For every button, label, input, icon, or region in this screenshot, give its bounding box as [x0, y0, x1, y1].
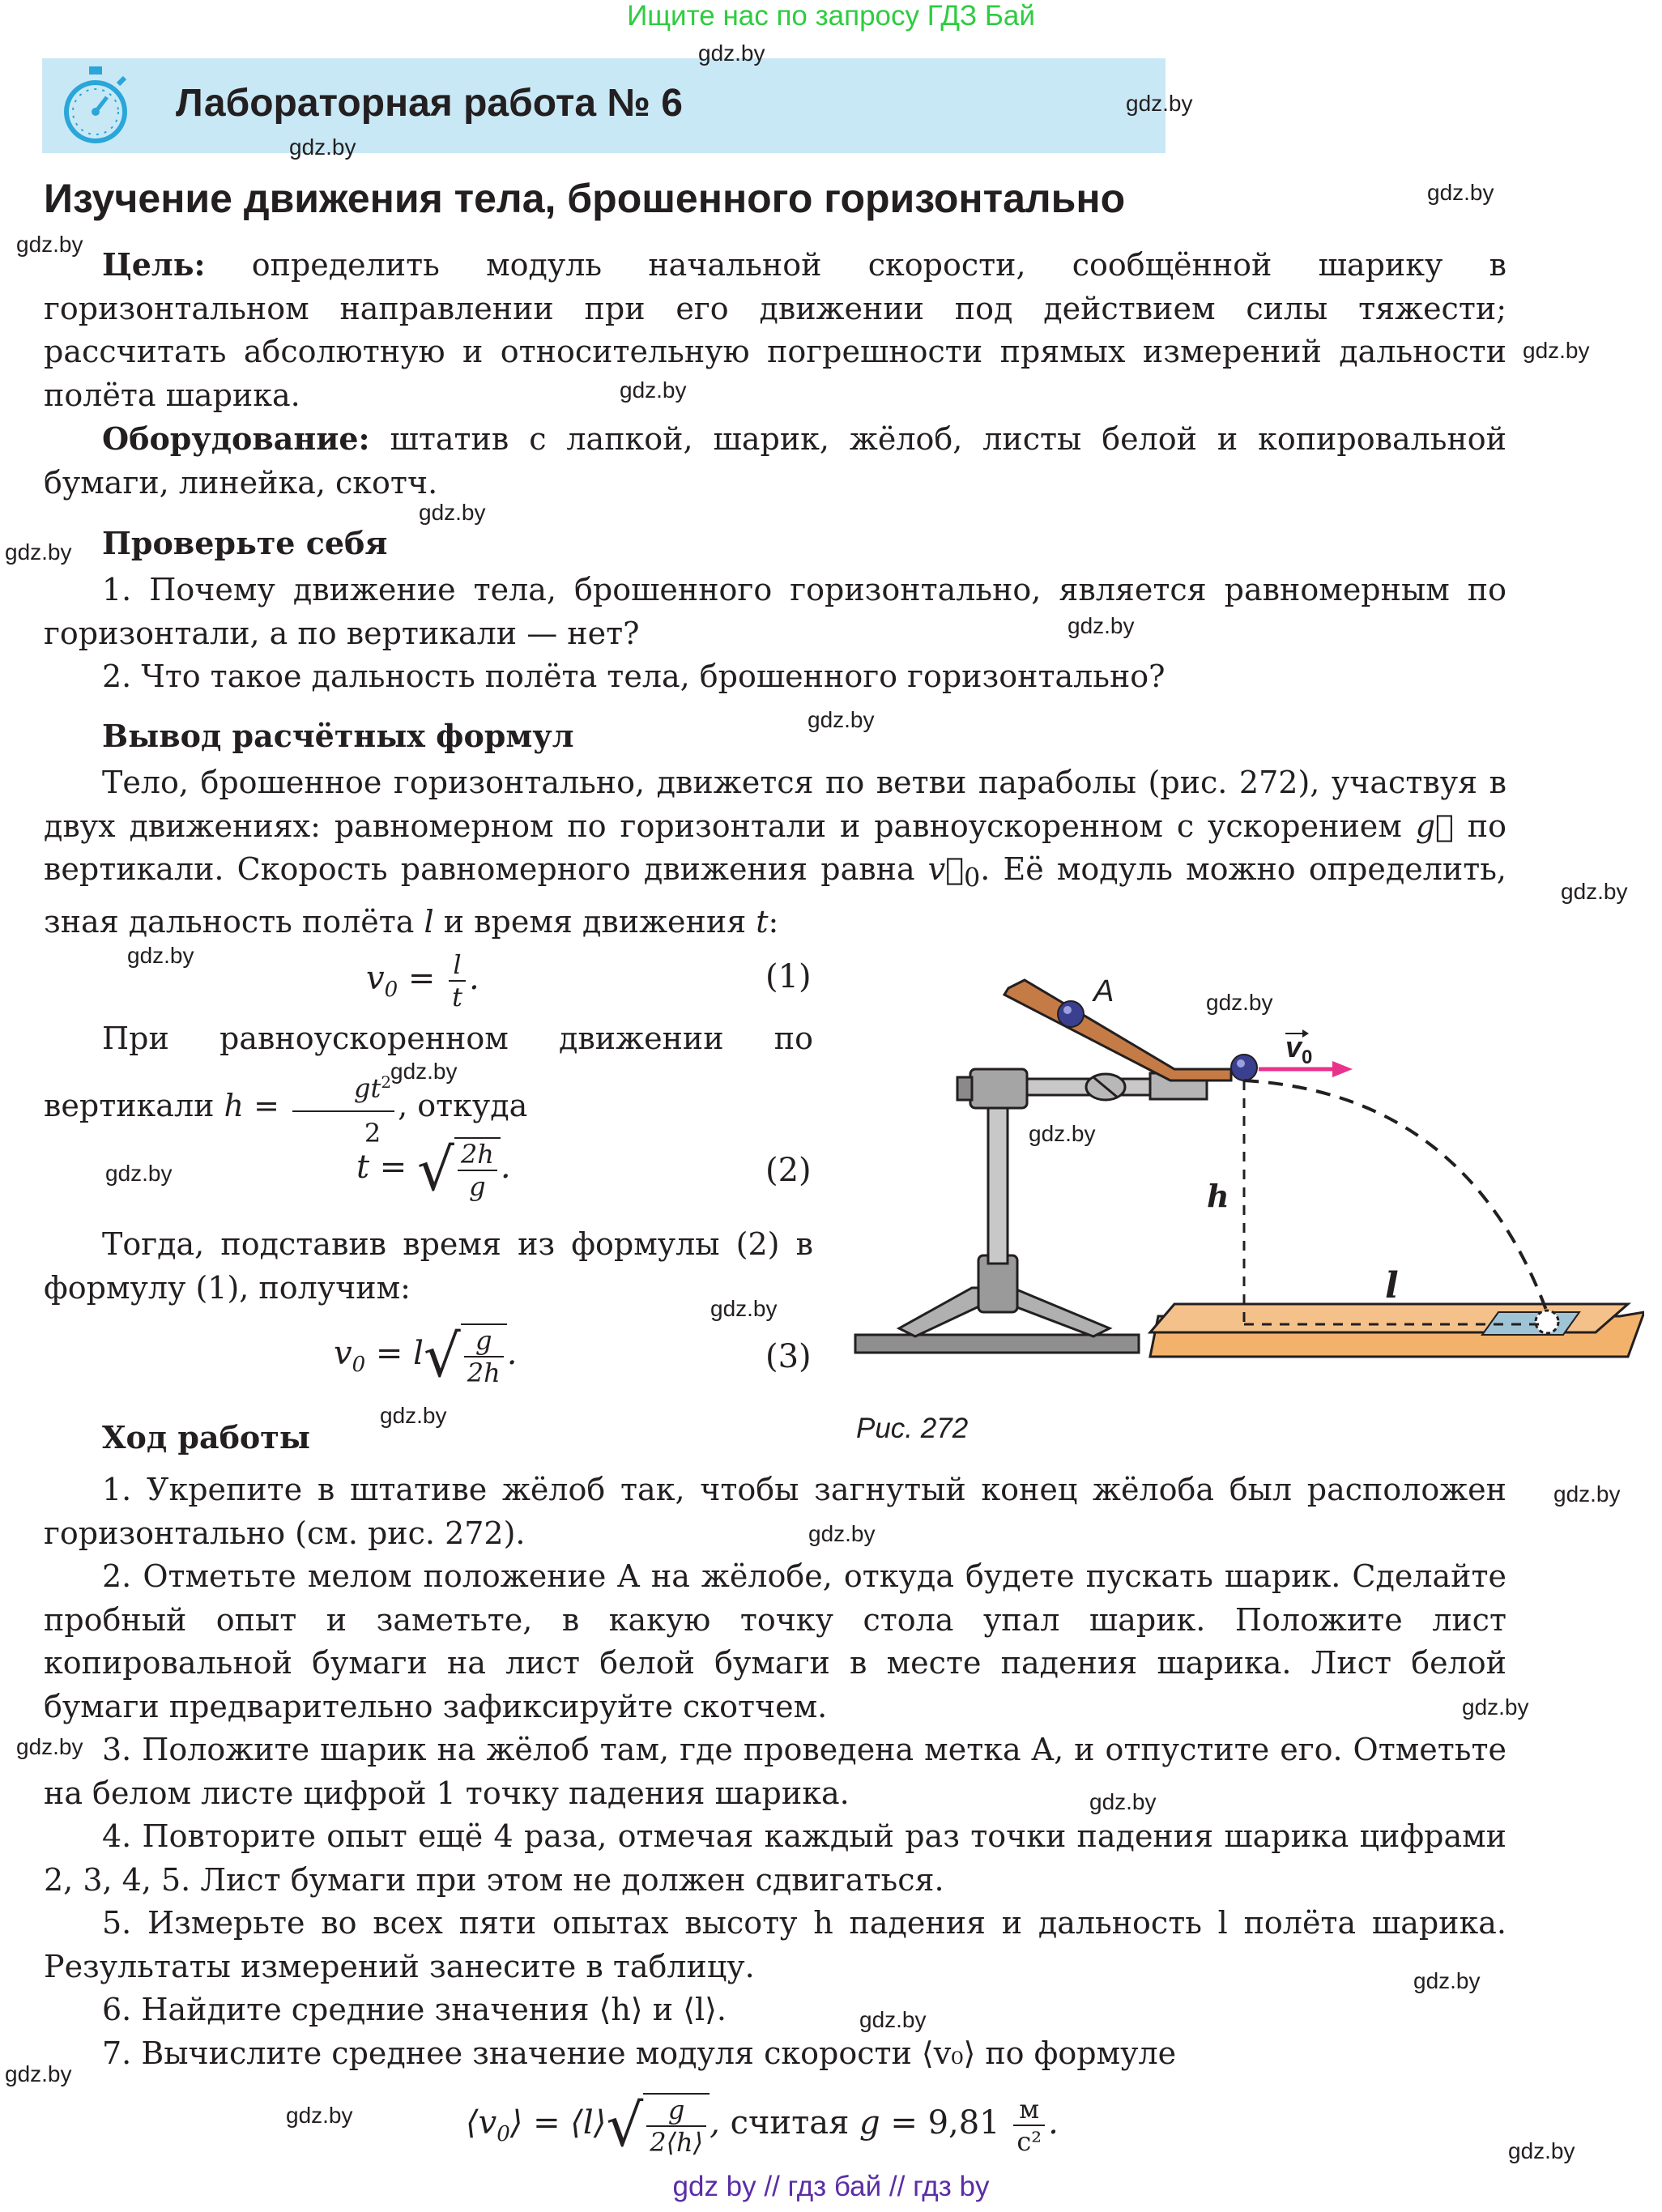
- procedure-step-4: 4. Повторите опыт ещё 4 раза, отмечая каждый раз точки падения шарика цифрами 2, 3, 4, 5. Лист бумаги при этом не должен сдвигаться.: [44, 1818, 1506, 1898]
- watermark: gdz.by: [1126, 91, 1193, 116]
- derivation-paragraph-2: При равноускоренном движении по вертикали h = $\frac{gt^2}{2}$ , откуда: [44, 1021, 813, 1149]
- equipment-label: Оборудование:: [102, 420, 370, 457]
- watermark: gdz.by: [5, 2061, 72, 2086]
- check-heading: Проверьте себя: [102, 525, 388, 561]
- equation-1: $v_0$ = $\frac{l}{t}$ .: [366, 949, 479, 1012]
- watermark: gdz.by: [859, 2007, 927, 2032]
- figure-label-l: l: [1385, 1265, 1399, 1306]
- watermark: gdz.by: [5, 539, 72, 565]
- goal-label: Цель:: [102, 246, 206, 283]
- procedure-steps: [44, 1468, 1506, 2075]
- watermark: gdz.by: [1508, 2138, 1575, 2163]
- figure-label-v0-sub: 0: [1302, 1046, 1313, 1068]
- watermark: gdz.by: [1553, 1481, 1621, 1507]
- watermark: gdz.by: [419, 500, 486, 525]
- stopwatch-icon: [60, 63, 131, 147]
- watermark: gdz.by: [16, 232, 83, 257]
- procedure-step-7: 7. Вычислите среднее значение модуля скорости ⟨v₀⟩ по формуле: [102, 2035, 1177, 2071]
- watermark: gdz.by: [1427, 180, 1494, 205]
- page-title: Изучение движения тела, брошенного горизонтально: [44, 176, 1126, 221]
- figure-caption: Рис. 272: [856, 1413, 969, 1444]
- procedure-step-1: 1. Укрепите в штативе жёлоб так, чтобы загнутый конец жёлоба был расположен горизонтально (см. рис. 272).: [44, 1472, 1506, 1551]
- equation-1-number: (1): [765, 958, 812, 995]
- check-questions: [44, 569, 1506, 699]
- watermark: gdz.by: [1206, 990, 1273, 1015]
- equation-3-number: (3): [765, 1338, 812, 1375]
- watermark: gdz.by: [620, 377, 687, 403]
- lab-header-bar: [42, 58, 1166, 153]
- lab-title: Лабораторная работа № 6: [176, 82, 683, 125]
- watermark: gdz.by: [1561, 879, 1628, 904]
- figure-label-v0: v: [1285, 1030, 1302, 1063]
- final-formula: $⟨v_0⟩$ = ⟨l⟩√ $\frac{g}{2⟨h⟩}$ , считая g = 9,81 $\frac{м}{\text{с²}}$ .: [466, 2091, 1059, 2159]
- question-2: 2. Что такое дальность полёта тела, брошенного горизонтально?: [102, 658, 1166, 694]
- goal-paragraph: [44, 243, 1506, 505]
- procedure-step-2: 2. Отметьте мелом положение A на жёлобе, откуда будете пускать шарик. Сделайте пробный опыт и заметьте, в какую точку стола упал шарик. Положите лист копировальной бумаги на лист белой бумаги в месте падения шарика. Лист белой бумаги предварительно зафиксируйте скотчем.: [44, 1558, 1506, 1724]
- watermark: gdz.by: [286, 2103, 353, 2128]
- watermark: gdz.by: [1068, 613, 1135, 638]
- watermark: gdz.by: [698, 40, 765, 66]
- goal-text: определить модуль начальной скорости, сообщённой шарику в горизонтальном направлении при его движении под действием силы тяжести; рассчитать абсолютную и относительную погрешности прямых измерений дальности полёта шарика.: [44, 247, 1506, 413]
- procedure-heading: Ход работы: [102, 1419, 310, 1455]
- equipment-text: штатив с лапкой, шарик, жёлоб, листы белой и копировальной бумаги, линейка, скотч.: [44, 421, 1506, 501]
- equation-2-number: (2): [765, 1152, 812, 1189]
- watermark: gdz.by: [1089, 1789, 1157, 1814]
- equation-3: $v_0 = l√$ $\frac{g}{2h}$ .: [334, 1322, 518, 1390]
- procedure-step-5: 5. Измерьте во всех пяти опытах высоту h падения и дальность l полёта шарика. Результаты измерений занесите в таблицу.: [44, 1905, 1506, 1984]
- watermark: gdz.by: [1413, 1968, 1481, 1993]
- watermark: gdz.by: [808, 1521, 876, 1546]
- derivation-paragraph-3: Тогда, подставив время из формулы (2) в формулу (1), получим:: [44, 1226, 813, 1306]
- watermark: gdz.by: [289, 134, 356, 160]
- watermark: gdz.by: [808, 707, 875, 732]
- procedure-step-3: 3. Положите шарик на жёлоб там, где проведена метка A, и отпустите его. Отметьте на белом листе цифрой 1 точку падения шарика.: [44, 1732, 1506, 1811]
- watermark: gdz.by: [16, 1734, 83, 1759]
- watermark: gdz.by: [1523, 338, 1590, 363]
- figure-label-a: A: [1093, 974, 1114, 1008]
- question-1: 1. Почему движение тела, брошенного горизонтально, является равномерным по горизонтали, а по вертикали — нет?: [44, 572, 1506, 651]
- top-banner: Ищите нас по запросу ГДЗ Бай: [627, 0, 1035, 32]
- bottom-banner: gdz by // гдз бай // гдз by: [672, 2171, 990, 2202]
- watermark: gdz.by: [127, 943, 194, 968]
- figure-label-h: h: [1207, 1178, 1229, 1214]
- watermark: gdz.by: [1462, 1694, 1529, 1720]
- equation-2: t = √ $\frac{2h}{g}$ .: [356, 1136, 511, 1204]
- watermark: gdz.by: [380, 1403, 447, 1428]
- watermark: gdz.by: [390, 1059, 458, 1084]
- watermark: gdz.by: [1029, 1121, 1096, 1146]
- watermark: gdz.by: [710, 1296, 778, 1321]
- derivation-paragraph-1: Тело, брошенное горизонтально, движется по ветви параболы (рис. 272), участвуя в двух движениях: равномерном по горизонтали и равноускоренном с ускорением g⃗ по вертикали. Скорость равномерного движения равна $v⃗_0$. Её модуль можно определить, зная дальность полёта l и время движения t:: [44, 765, 1507, 940]
- watermark: gdz.by: [105, 1161, 173, 1186]
- derivation-heading: Вывод расчётных формул: [102, 718, 574, 754]
- procedure-step-6: 6. Найдите средние значения ⟨h⟩ и ⟨l⟩.: [102, 1992, 727, 2027]
